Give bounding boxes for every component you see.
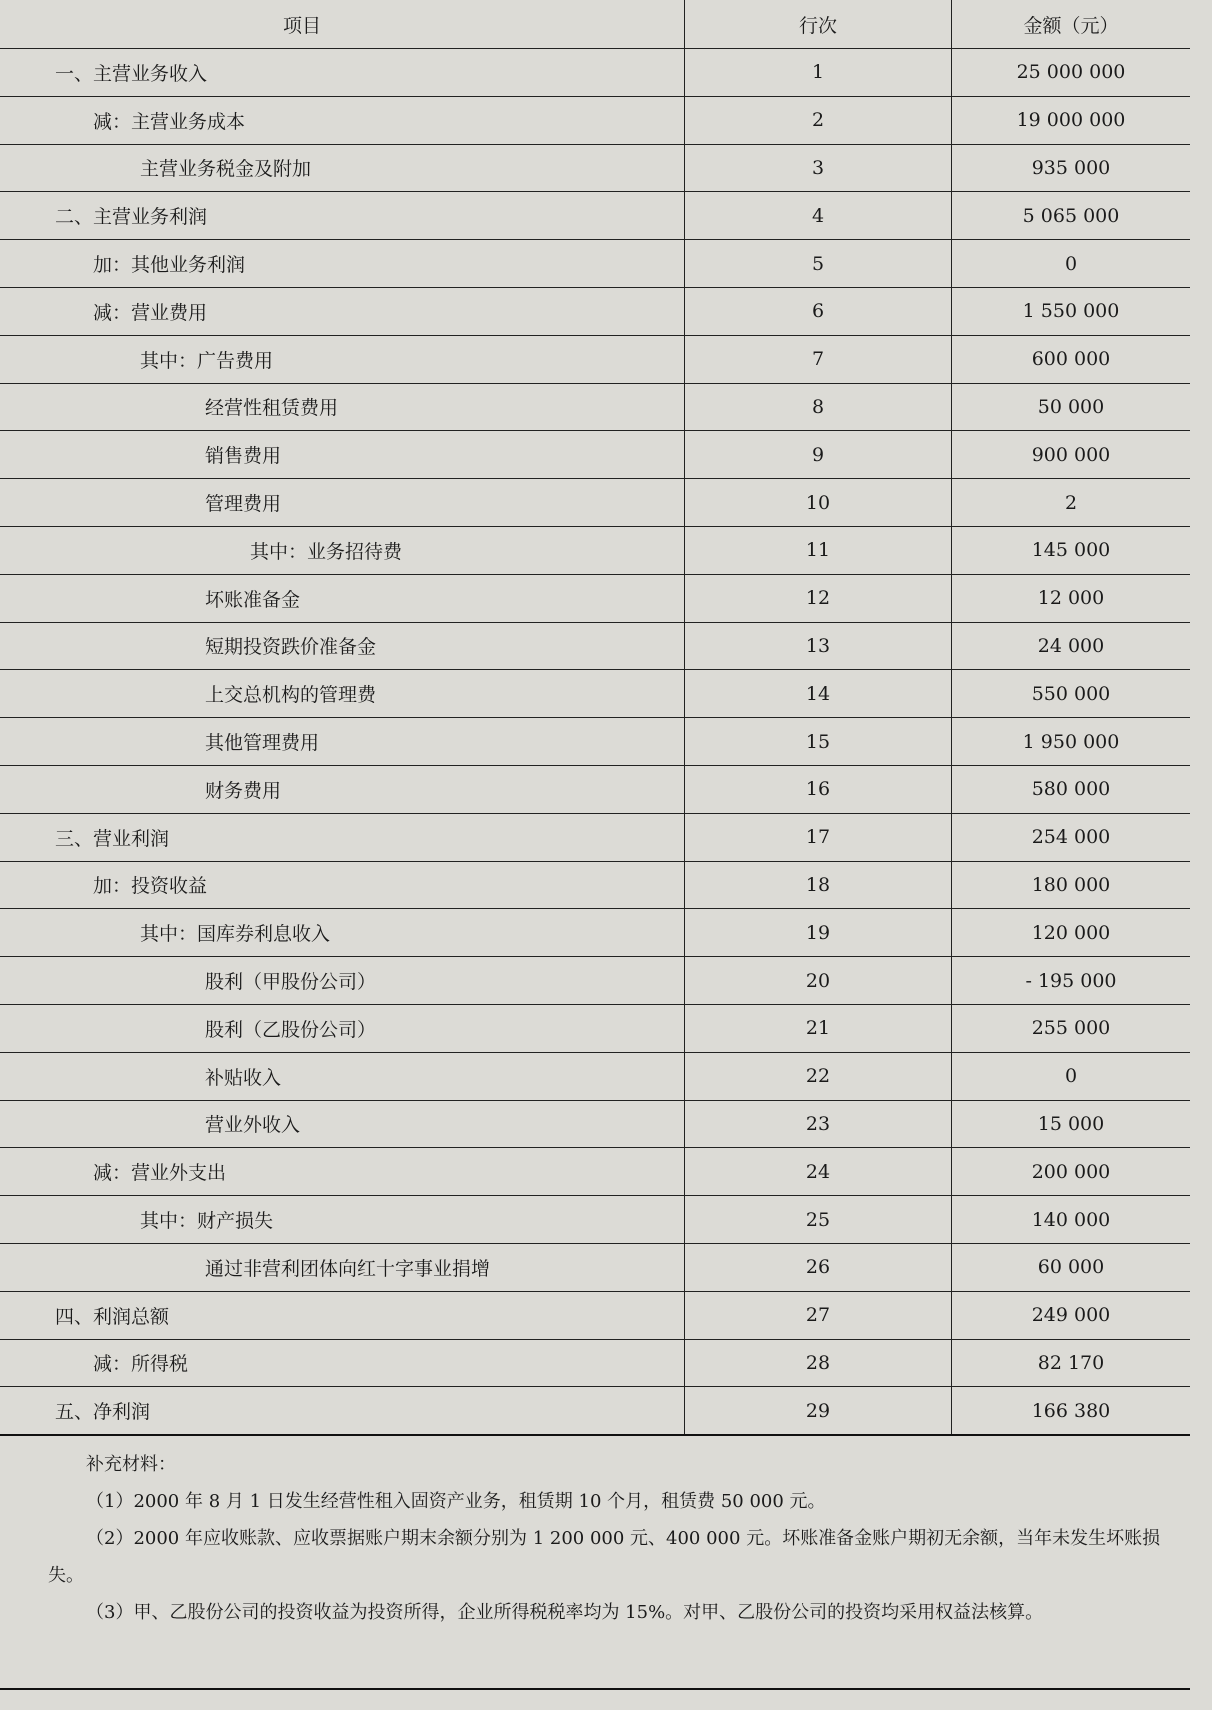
row-line-number: 9 [685, 431, 952, 479]
row-item: 其他管理费用 [0, 718, 685, 766]
row-amount: 254 000 [952, 813, 1191, 861]
table-row [0, 1387, 1190, 1435]
row-amount: 5 065 000 [952, 192, 1191, 240]
row-item: 减：主营业务成本 [0, 96, 685, 144]
row-line-number: 4 [685, 192, 952, 240]
table-row [0, 1004, 1190, 1052]
row-amount: 600 000 [952, 335, 1191, 383]
note-item: （1）2000 年 8 月 1 日发生经营性租入固资产业务，租赁期 10 个月，租赁费 50 000 元。 [86, 1491, 826, 1512]
row-item: 二、主营业务利润 [0, 192, 685, 240]
row-item: 加：投资收益 [0, 861, 685, 909]
row-line-number: 25 [685, 1196, 952, 1244]
row-amount: 0 [952, 1052, 1191, 1100]
table-row [0, 1052, 1190, 1100]
row-line-number: 28 [685, 1339, 952, 1387]
row-line-number: 8 [685, 383, 952, 431]
row-item: 减：营业费用 [0, 287, 685, 335]
row-amount: 60 000 [952, 1243, 1191, 1291]
row-amount: 140 000 [952, 1196, 1191, 1244]
row-line-number: 18 [685, 861, 952, 909]
row-line-number: 2 [685, 96, 952, 144]
row-item: 通过非营利团体向红十字事业捐增 [0, 1243, 685, 1291]
table-row [0, 431, 1190, 479]
table-row [0, 144, 1190, 192]
table-row [0, 1196, 1190, 1244]
table-row [0, 765, 1190, 813]
table-row [0, 957, 1190, 1005]
row-line-number: 22 [685, 1052, 952, 1100]
row-item: 主营业务税金及附加 [0, 144, 685, 192]
row-amount: 19 000 000 [952, 96, 1191, 144]
row-item: 减：营业外支出 [0, 1148, 685, 1196]
row-line-number: 16 [685, 765, 952, 813]
row-line-number: 15 [685, 718, 952, 766]
row-amount: 166 380 [952, 1387, 1191, 1435]
row-amount: 82 170 [952, 1339, 1191, 1387]
row-line-number: 7 [685, 335, 952, 383]
header-line: 行次 [685, 0, 952, 49]
row-line-number: 14 [685, 670, 952, 718]
table-row [0, 335, 1190, 383]
row-line-number: 1 [685, 49, 952, 97]
row-item: 三、营业利润 [0, 813, 685, 861]
table-row [0, 1243, 1190, 1291]
row-item: 股利（甲股份公司） [0, 957, 685, 1005]
row-amount: 550 000 [952, 670, 1191, 718]
table-row [0, 574, 1190, 622]
supplementary-notes [48, 1446, 1176, 1631]
row-item: 加：其他业务利润 [0, 240, 685, 288]
note-item: （3）甲、乙股份公司的投资收益为投资所得，企业所得税税率均为 15%。对甲、乙股份公司的投资均采用权益法核算。 [86, 1602, 1044, 1623]
table-row [0, 240, 1190, 288]
header-item: 项目 [0, 0, 685, 49]
row-item: 其中：业务招待费 [0, 526, 685, 574]
row-line-number: 3 [685, 144, 952, 192]
row-amount: 900 000 [952, 431, 1191, 479]
row-item: 上交总机构的管理费 [0, 670, 685, 718]
row-item: 财务费用 [0, 765, 685, 813]
row-line-number: 5 [685, 240, 952, 288]
row-line-number: 12 [685, 574, 952, 622]
row-line-number: 29 [685, 1387, 952, 1435]
row-line-number: 17 [685, 813, 952, 861]
row-item: 其中：国库券利息收入 [0, 909, 685, 957]
row-line-number: 23 [685, 1100, 952, 1148]
row-amount: 24 000 [952, 622, 1191, 670]
notes-title: 补充材料： [86, 1454, 176, 1475]
row-line-number: 19 [685, 909, 952, 957]
row-amount: 0 [952, 240, 1191, 288]
row-item: 减：所得税 [0, 1339, 685, 1387]
table-row [0, 479, 1190, 527]
row-amount: 249 000 [952, 1291, 1191, 1339]
row-amount: 25 000 000 [952, 49, 1191, 97]
bottom-rule [0, 1688, 1190, 1690]
row-amount: 180 000 [952, 861, 1191, 909]
row-amount: 1 950 000 [952, 718, 1191, 766]
table-row [0, 1100, 1190, 1148]
row-item: 经营性租赁费用 [0, 383, 685, 431]
row-item: 管理费用 [0, 479, 685, 527]
header-amount: 金额（元） [952, 0, 1191, 49]
table-row [0, 1339, 1190, 1387]
row-item: 销售费用 [0, 431, 685, 479]
table-row [0, 96, 1190, 144]
row-item: 一、主营业务收入 [0, 49, 685, 97]
row-amount: 2 [952, 479, 1191, 527]
row-line-number: 21 [685, 1004, 952, 1052]
row-amount: 120 000 [952, 909, 1191, 957]
row-line-number: 27 [685, 1291, 952, 1339]
row-line-number: 13 [685, 622, 952, 670]
row-line-number: 10 [685, 479, 952, 527]
table-row [0, 813, 1190, 861]
row-amount: 200 000 [952, 1148, 1191, 1196]
row-amount: 50 000 [952, 383, 1191, 431]
row-line-number: 26 [685, 1243, 952, 1291]
row-amount: 580 000 [952, 765, 1191, 813]
table-header-row [0, 0, 1190, 49]
table-row [0, 383, 1190, 431]
table-row [0, 526, 1190, 574]
row-amount: 15 000 [952, 1100, 1191, 1148]
table-row [0, 1148, 1190, 1196]
row-item: 补贴收入 [0, 1052, 685, 1100]
row-item: 营业外收入 [0, 1100, 685, 1148]
row-amount: 12 000 [952, 574, 1191, 622]
row-item: 其中：财产损失 [0, 1196, 685, 1244]
note-item: （2）2000 年应收账款、应收票据账户期末余额分别为 1 200 000 元、400 000 元。坏账准备金账户期初无余额，当年未发生坏账损失。 [48, 1528, 1161, 1586]
row-item: 其中：广告费用 [0, 335, 685, 383]
table-row [0, 287, 1190, 335]
row-item: 坏账准备金 [0, 574, 685, 622]
table-row [0, 718, 1190, 766]
table-row [0, 909, 1190, 957]
row-item: 四、利润总额 [0, 1291, 685, 1339]
table-row [0, 622, 1190, 670]
row-line-number: 24 [685, 1148, 952, 1196]
table-row [0, 1291, 1190, 1339]
row-amount: 1 550 000 [952, 287, 1191, 335]
row-item: 五、净利润 [0, 1387, 685, 1435]
row-item: 股利（乙股份公司） [0, 1004, 685, 1052]
row-line-number: 11 [685, 526, 952, 574]
table-row [0, 192, 1190, 240]
row-amount: 145 000 [952, 526, 1191, 574]
row-item: 短期投资跌价准备金 [0, 622, 685, 670]
row-amount: 255 000 [952, 1004, 1191, 1052]
row-line-number: 6 [685, 287, 952, 335]
table-row [0, 49, 1190, 97]
table-row [0, 861, 1190, 909]
row-line-number: 20 [685, 957, 952, 1005]
row-amount: - 195 000 [952, 957, 1191, 1005]
table-row [0, 670, 1190, 718]
row-amount: 935 000 [952, 144, 1191, 192]
